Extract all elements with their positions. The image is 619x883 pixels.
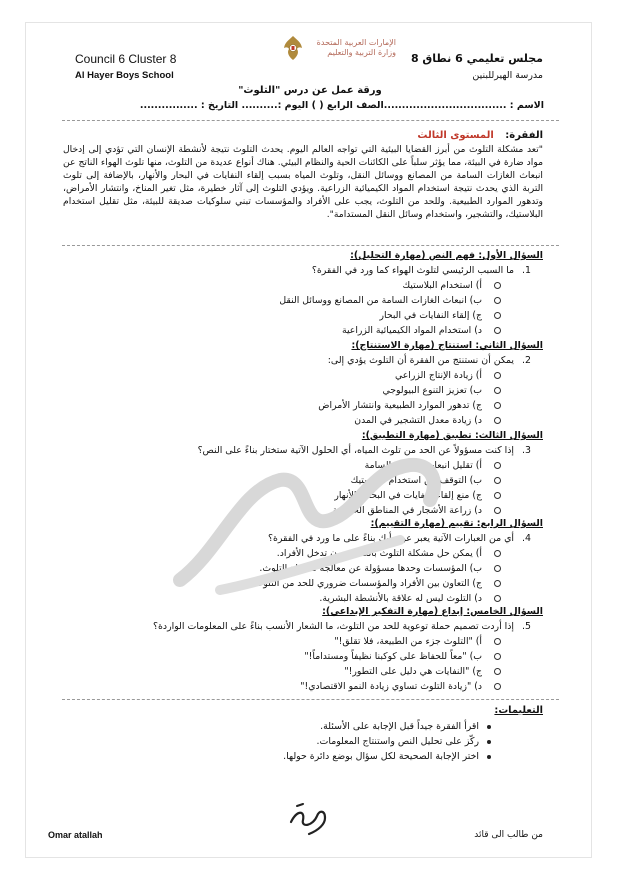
question-3-number: 3. (522, 445, 531, 456)
watermark-signature (160, 430, 460, 614)
option-circle-icon (494, 565, 501, 572)
uae-emblem-icon (282, 34, 304, 66)
option-text: ج) منع إلقاء النفايات في البحار والأنهار (334, 490, 482, 501)
paragraph-label: الفقرة: (505, 130, 543, 141)
option-circle-icon (494, 477, 501, 484)
question-2-stem: يمكن أن نستنتج من الفقرة أن التلوث يؤدي إلى: (327, 355, 515, 366)
question-1-stem: ما السبب الرئيسي لتلوث الهواء كما ورد في الفقرة؟ (311, 265, 515, 276)
bullet-icon (487, 740, 491, 744)
separator (62, 245, 559, 246)
option-circle-icon (494, 297, 501, 304)
question-1-number: 1. (522, 265, 531, 276)
option[interactable] (402, 280, 501, 291)
option[interactable] (380, 310, 501, 321)
bullet-icon (487, 755, 491, 759)
instruction-item (320, 721, 491, 732)
option-text: ج) إلقاء النفايات في البحار (379, 310, 482, 321)
option-text: ب) المؤسسات وحدها مسؤولة عن معالجة مشكلة التلوث. (259, 563, 482, 574)
option-circle-icon (494, 580, 501, 587)
footer-author: Omar atallah (48, 830, 103, 840)
separator (62, 699, 559, 700)
option[interactable] (354, 415, 501, 426)
option-circle-icon (494, 507, 501, 514)
instruction-item (283, 751, 491, 762)
option-circle-icon (494, 550, 501, 557)
student-info-line: الاسم : ..................................الصف الرابع ( ) اليوم :.......... التاريخ : ................ (139, 100, 544, 111)
question-5-text (153, 621, 531, 632)
option-text: ج) "النفايات هي دليل على التطور!" (344, 666, 482, 677)
option-circle-icon (494, 282, 501, 289)
question-3-heading: السؤال الثالث: تطبيق (مهارة التطبيق): (361, 430, 543, 441)
option-circle-icon (494, 492, 501, 499)
header-school-ar: مدرسة الهيرللبنين (472, 70, 543, 81)
paragraph-level: المستوى الثالث (417, 130, 494, 141)
worksheet-title: ورقة عمل عن درس "التلوث" (238, 85, 382, 96)
option-text: أ) تقليل انبعاث الغازات السامة (364, 460, 482, 471)
option-text: ب) تعزيز التنوع البيولوجي (382, 385, 482, 396)
option[interactable] (318, 400, 501, 411)
question-2-number: 2. (522, 355, 531, 366)
question-1-heading: السؤال الأول: فهم النص (مهارة التحليل): (350, 250, 543, 261)
ministry-line-2: وزارة التربية والتعليم (327, 48, 396, 57)
instruction-text: اختر الإجابة الصحيحة لكل سؤال بوضع دائرة حولها. (283, 751, 479, 762)
question-4-stem: أي من العبارات الآتية يعبر عن رأيك بناءً على ما ورد في الفقرة؟ (268, 533, 515, 544)
option-text: د) "زيادة التلوث تساوي زيادة النمو الاقتصادي!" (300, 681, 482, 692)
option[interactable] (344, 666, 501, 677)
option-circle-icon (494, 327, 501, 334)
option-text: أ) استخدام البلاستيك (402, 280, 482, 291)
question-5-heading: السؤال الخامس: إبداع (مهارة التفكير الإبداعي): (322, 606, 543, 617)
question-3-stem: إذا كنت مسؤولاً عن الحد من تلوث المياه، أي الحلول الآتية ستختار بناءً على النص؟ (197, 445, 515, 456)
header-council-en: Council 6 Cluster 8 (75, 52, 177, 66)
option-text: د) استخدام المواد الكيميائية الزراعية (341, 325, 482, 336)
question-5-stem: إذا أردت تصميم حملة توعوية للحد من التلوث، ما الشعار الأنسب بناءً على المعلومات الواردة؟ (153, 621, 515, 632)
question-2-heading: السؤال الثاني: استنتاج (مهارة الاستنتاج): (351, 340, 543, 351)
question-4-heading: السؤال الرابع: تقييم (مهارة التقييم): (370, 518, 543, 529)
option-circle-icon (494, 638, 501, 645)
header-council-ar: مجلس تعليمي 6 نطاق 8 (410, 52, 543, 65)
instruction-text: اقرأ الفقرة جيداً قبل الإجابة على الأسئلة. (320, 721, 479, 732)
question-5-number: 5. (522, 621, 531, 632)
option-text: ب) "معاً للحفاظ على كوكبنا نظيفاً ومستداماً!" (304, 651, 482, 662)
option-circle-icon (494, 387, 501, 394)
instruction-item (317, 736, 491, 747)
option-text: أ) "التلوث جزء من الطبيعة، فلا تقلق!" (334, 636, 482, 647)
instruction-text: ركّز على تحليل النص واستنتاج المعلومات. (316, 736, 479, 747)
option-text: ج) تدهور الموارد الطبيعية وانتشار الأمراض (318, 400, 482, 411)
option-text: أ) زيادة الإنتاج الزراعي (394, 370, 482, 381)
option[interactable] (300, 681, 501, 692)
option[interactable] (395, 370, 501, 381)
instructions-heading: التعليمات: (494, 705, 543, 716)
option[interactable] (382, 385, 501, 396)
option[interactable] (279, 295, 501, 306)
option-circle-icon (494, 683, 501, 690)
option[interactable] (304, 651, 501, 662)
ministry-name (306, 38, 396, 58)
option-text: أ) يمكن حل مشكلة التلوث بالكامل دون تدخل الأفراد. (276, 548, 482, 559)
option-text: د) التلوث ليس له علاقة بالأنشطة البشرية. (319, 593, 482, 604)
footer-slogan: من طالب الى قائد (474, 830, 543, 840)
option-circle-icon (494, 417, 501, 424)
option-circle-icon (494, 595, 501, 602)
option[interactable] (342, 325, 501, 336)
question-4-number: 4. (522, 533, 531, 544)
ministry-line-1: الإمارات العربية المتحدة (316, 38, 396, 47)
question-2-text (328, 355, 531, 366)
option-text: ب) التوقف عن استخدام البلاستيك (350, 475, 482, 486)
bullet-icon (487, 725, 491, 729)
paragraph-heading (417, 130, 543, 141)
option-circle-icon (494, 312, 501, 319)
option-circle-icon (494, 653, 501, 660)
signature-logo (283, 800, 335, 844)
option-text: ب) انبعاث الغازات السامة من المصانع ووسائل النقل (279, 295, 482, 306)
question-1-text (312, 265, 531, 276)
option-circle-icon (494, 668, 501, 675)
option-text: ج) التعاون بين الأفراد والمؤسسات ضروري للحد من التلوث. (251, 578, 482, 589)
option[interactable] (334, 636, 501, 647)
header-school-en: Al Hayer Boys School (75, 70, 174, 81)
option-circle-icon (494, 462, 501, 469)
option-circle-icon (494, 402, 501, 409)
option-text: د) زيادة معدل التشجير في المدن (354, 415, 482, 426)
option-circle-icon (494, 372, 501, 379)
separator (62, 120, 559, 121)
option-text: د) زراعة الأشجار في المناطق الحضرية (332, 505, 482, 516)
paragraph-text: "تعد مشكلة التلوث من أبرز القضايا البيئية التي تواجه العالم اليوم. يحدث التلوث نتيجة لأنشطة الإنسان التي تؤدي إلى إدخال مواد ضارة في البيئة، مما يؤثر سلباً على الكائنات الحية والنظام البيئي. هناك أنواع عديدة من التلوث، منها تلوث الهواء الناتج عن انبعاث الغازات السامة من المصانع ووسائل النقل، وتلوث المياه بسبب إلقاء النفايات في البحار والأنهار، بالإضافة إلى تلوث التربة الذي يحدث نتيجة استخدام المواد الكيميائية الزراعية. ويؤدي التلوث إلى آثار خطيرة، مثل تغير المناخ، وانتشار الأمراض، وتدهور الموارد الطبيعية. وللحد من التلوث، يجب على الأفراد والمؤسسات تبني سلوكيات صديقة للبيئة، مثل تقليل استخدام البلاستيك، والتشجير، واستخدام وسائل النقل المستدامة". (63, 144, 543, 221)
